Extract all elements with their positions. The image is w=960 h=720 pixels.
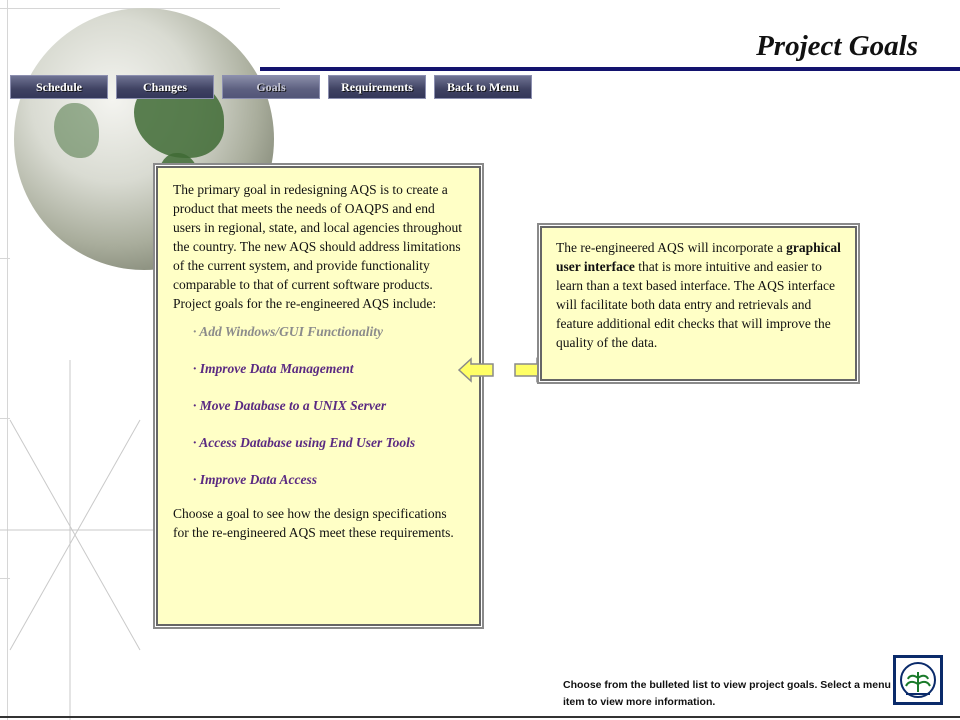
detail-text-bold: graphical user interface <box>556 240 841 274</box>
footer-rule <box>0 716 960 718</box>
globe-land-west <box>54 103 99 158</box>
goals-list <box>193 323 465 488</box>
nav-goals-button[interactable]: Goals <box>222 75 320 99</box>
detail-text-before: The re-engineered AQS will incorporate a <box>556 240 787 255</box>
goal-item-unix-server[interactable]: · Move Database to a UNIX Server <box>193 398 387 413</box>
goal-item-data-management[interactable]: · Improve Data Management <box>193 361 354 376</box>
epa-logo-icon <box>893 655 943 705</box>
goals-closing-text: Choose a goal to see how the design specifications for the re-engineered AQS meet these requirements. <box>173 506 454 540</box>
footer-instructions: Choose from the bulleted list to view project goals. Select a menu item to view more information. <box>563 679 891 708</box>
goal-detail-panel <box>540 226 857 381</box>
bg-grid-line <box>0 258 10 259</box>
goal-item-data-access[interactable]: · Improve Data Access <box>193 472 317 487</box>
title-underline <box>260 67 960 71</box>
back-arrow-icon[interactable] <box>458 357 494 383</box>
decorative-star-graphic <box>0 360 160 720</box>
goals-intro-text: The primary goal in redesigning AQS is to create a product that meets the needs of OAQPS and end users in regional, state, and local agencies throughout the country. The new AQS should address limitations of the current system, and provide functionality comparable to that of current software products. Project goals for the re-engineered AQS include: <box>173 182 463 311</box>
epa-plant-icon <box>896 658 940 702</box>
goal-item-gui[interactable]: · Add Windows/GUI Functionality <box>193 324 384 339</box>
detail-text-after: that is more intuitive and easier to learn than a text based interface. The AQS interface will facilitate both data entry and retrievals and feature additional edit checks that will improve the quality of the data. <box>556 259 835 350</box>
main-nav <box>10 75 532 99</box>
nav-requirements-button[interactable]: Requirements <box>328 75 426 99</box>
nav-changes-button[interactable]: Changes <box>116 75 214 99</box>
goal-detail-text <box>556 238 843 352</box>
goal-item-end-user-tools[interactable]: · Access Database using End User Tools <box>193 435 416 450</box>
goals-panel <box>156 166 481 626</box>
nav-schedule-button[interactable]: Schedule <box>10 75 108 99</box>
nav-back-to-menu-button[interactable]: Back to Menu <box>434 75 532 99</box>
page-title: Project Goals <box>756 30 918 62</box>
